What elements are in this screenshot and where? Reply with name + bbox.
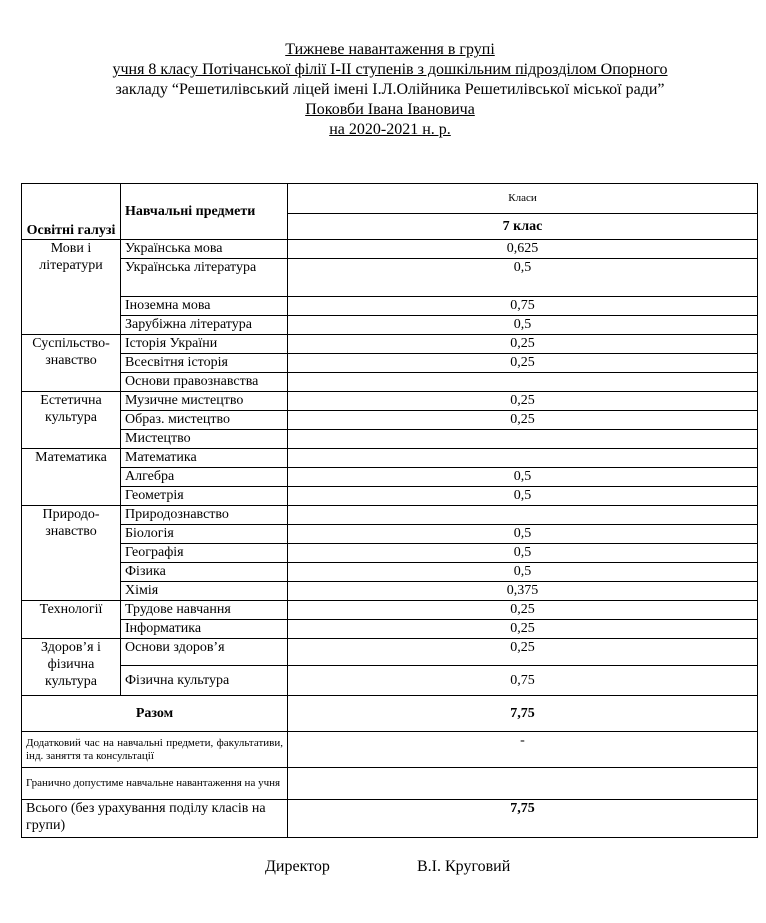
subject-cell: Українська мова <box>121 240 288 259</box>
subject-cell: Основи здоров’я <box>121 639 288 666</box>
subject-cell: Музичне мистецтво <box>121 392 288 411</box>
subject-cell: Хімія <box>121 582 288 601</box>
document-title <box>40 40 740 140</box>
value-cell: 0,5 <box>288 525 758 544</box>
director-title: Директор <box>265 858 330 875</box>
value-cell: 0,5 <box>288 487 758 506</box>
limit-value <box>288 768 758 800</box>
area-social: Суспільство-знавство <box>22 335 121 392</box>
subject-cell: Українська література <box>121 259 288 297</box>
area-nature: Природо-знавство <box>22 506 121 601</box>
header-grade: 7 клас <box>288 214 758 240</box>
value-cell <box>288 506 758 525</box>
subject-cell: Іноземна мова <box>121 297 288 316</box>
title-line-4: Поковби Івана Івановича <box>305 101 475 118</box>
load-table <box>21 183 758 838</box>
value-cell <box>288 449 758 468</box>
subject-cell: Інформатика <box>121 620 288 639</box>
value-cell: 0,5 <box>288 563 758 582</box>
subject-cell: Образ. мистецтво <box>121 411 288 430</box>
value-cell: 0,75 <box>288 666 758 696</box>
title-line-2: учня 8 класу Потічанської філії І-ІІ ступенів з дошкільним підрозділом Опорного <box>112 61 668 78</box>
subject-cell: Мистецтво <box>121 430 288 449</box>
header-subject: Навчальні предмети <box>121 184 288 240</box>
area-health: Здоров’я і фізична культура <box>22 639 121 696</box>
value-cell: 0,625 <box>288 240 758 259</box>
value-cell <box>288 430 758 449</box>
title-line-1: Тижневе навантаження в групі <box>285 41 495 58</box>
subject-cell: Трудове навчання <box>121 601 288 620</box>
value-cell: 0,25 <box>288 335 758 354</box>
title-line-3: закладу “Решетилівський ліцей імені І.Л.Олійника Решетилівської міської ради” <box>115 81 665 98</box>
area-languages: Мови і літератури <box>22 240 121 335</box>
subject-cell: Алгебра <box>121 468 288 487</box>
value-cell: 0,375 <box>288 582 758 601</box>
subject-cell: Природознавство <box>121 506 288 525</box>
subject-cell: Математика <box>121 449 288 468</box>
subject-cell: Історія України <box>121 335 288 354</box>
subject-cell: Зарубіжна література <box>121 316 288 335</box>
value-cell: 0,25 <box>288 354 758 373</box>
subject-cell: Всесвітня історія <box>121 354 288 373</box>
value-cell: 0,25 <box>288 411 758 430</box>
subject-cell: Географія <box>121 544 288 563</box>
subject-cell: Фізична культура <box>121 666 288 696</box>
all-total-label: Всього (без урахування поділу класів на групи) <box>22 800 288 838</box>
limit-label: Гранично допустиме навчальне навантаження на учня <box>22 768 288 800</box>
value-cell <box>288 373 758 392</box>
value-cell: 0,25 <box>288 639 758 666</box>
title-line-5: на 2020-2021 н. р. <box>329 121 451 138</box>
value-cell: 0,25 <box>288 601 758 620</box>
value-cell: 0,5 <box>288 259 758 297</box>
area-arts: Естетична культура <box>22 392 121 449</box>
extra-hours-value: - <box>288 732 758 768</box>
area-math: Математика <box>22 449 121 506</box>
all-total-value: 7,75 <box>288 800 758 838</box>
value-cell: 0,5 <box>288 544 758 563</box>
subject-cell: Біологія <box>121 525 288 544</box>
value-cell: 0,25 <box>288 392 758 411</box>
total-value: 7,75 <box>288 696 758 732</box>
total-label: Разом <box>22 696 288 732</box>
area-technology: Технології <box>22 601 121 639</box>
subject-cell: Геометрія <box>121 487 288 506</box>
header-area: Освітні галузі <box>22 184 121 240</box>
header-classes: Класи <box>288 184 758 214</box>
value-cell: 0,5 <box>288 468 758 487</box>
subject-cell: Основи правознавства <box>121 373 288 392</box>
extra-hours-label: Додатковий час на навчальні предмети, факультативи, інд. заняття та консультації <box>22 732 288 768</box>
value-cell: 0,5 <box>288 316 758 335</box>
subject-cell: Фізика <box>121 563 288 582</box>
value-cell: 0,25 <box>288 620 758 639</box>
director-name: В.І. Круговий <box>417 858 511 875</box>
value-cell: 0,75 <box>288 297 758 316</box>
